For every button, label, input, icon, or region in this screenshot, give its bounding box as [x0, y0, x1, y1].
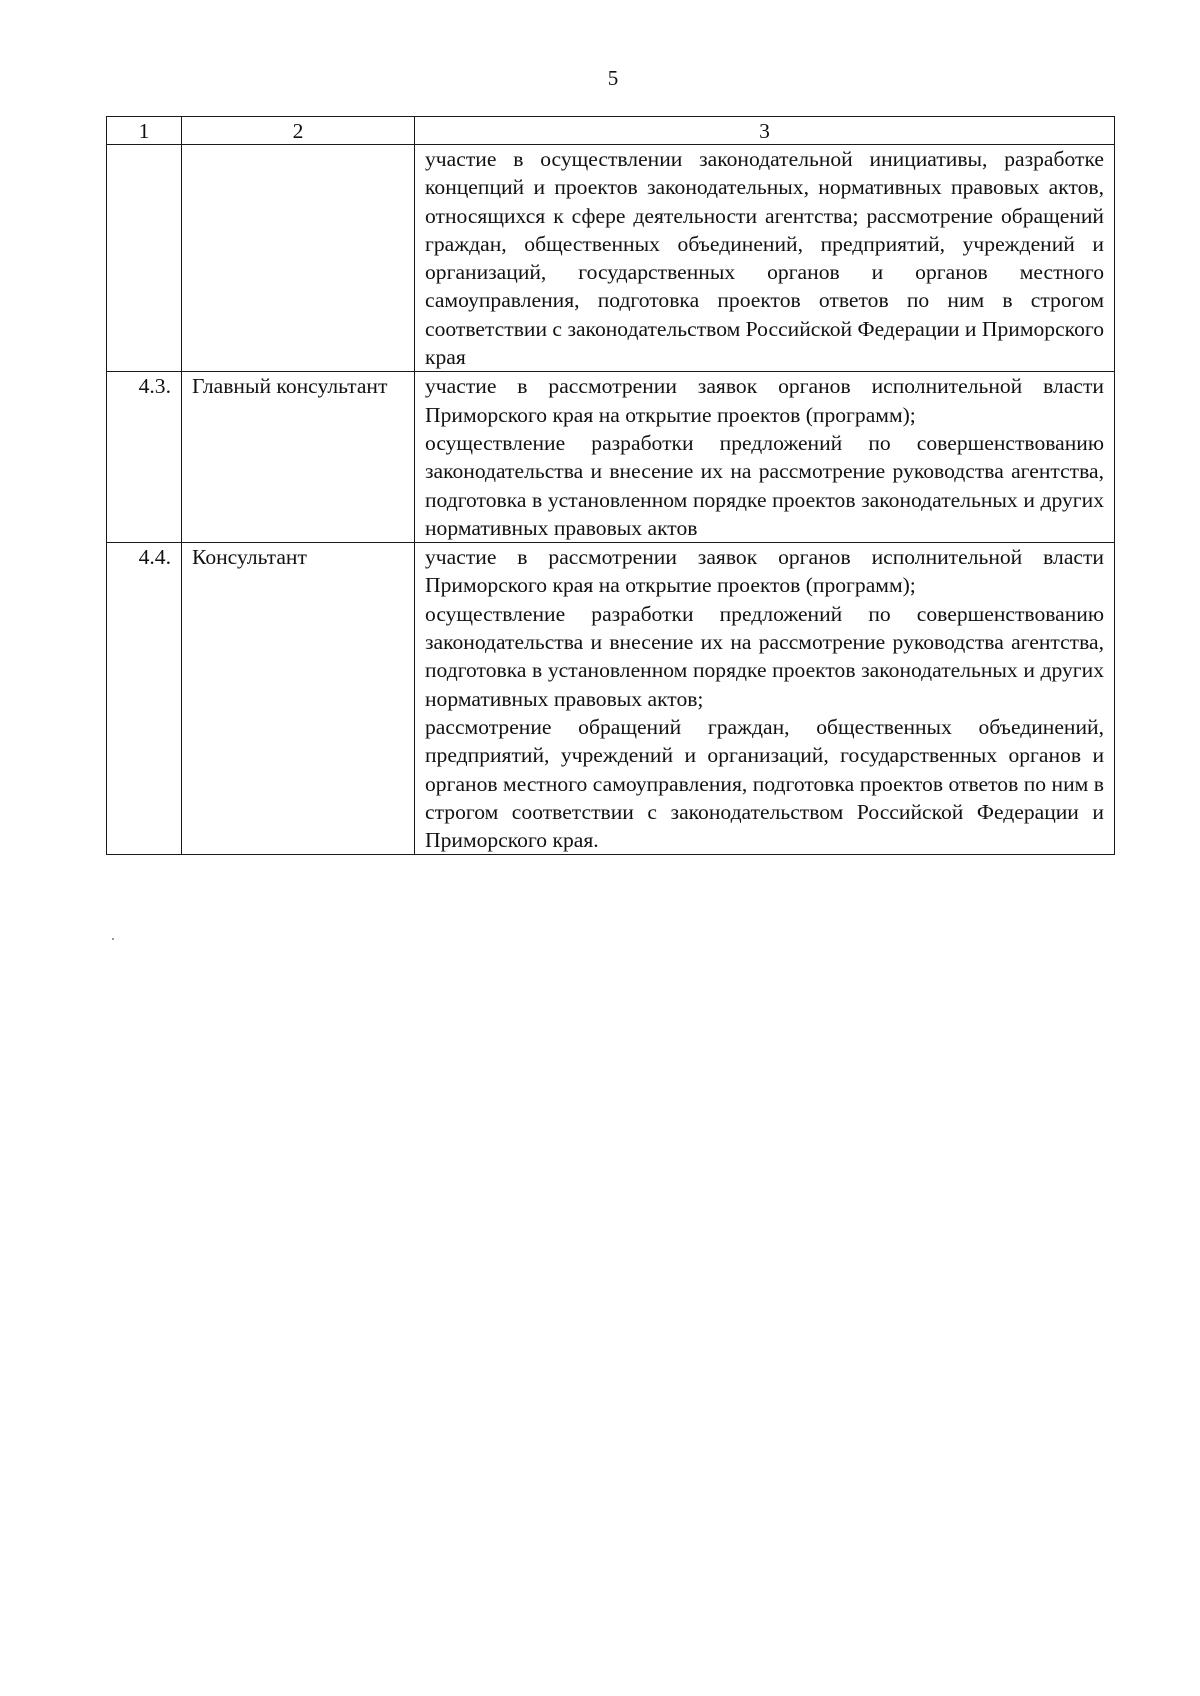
row-number [107, 145, 182, 372]
column-header-position: 2 [182, 117, 415, 145]
table-row [107, 145, 1115, 372]
table-row [107, 372, 1115, 543]
row-position [182, 145, 415, 372]
duty-paragraph: осуществление разработки предложений по совершенствованию законодательства и внесение их на рассмотрение руководства агентства, подготовка в установленном порядке проектов законодательных и других нормативных правовых актов; [425, 601, 1104, 711]
duty-paragraph: участие в рассмотрении заявок органов исполнительной власти Приморского края на открытие проектов (программ); [425, 374, 1104, 427]
duty-paragraph: участие в рассмотрении заявок органов исполнительной власти Приморского края на открытие проектов (программ); [425, 545, 1104, 598]
table-row [107, 543, 1115, 855]
table-header-row [107, 117, 1115, 145]
row-duties [415, 372, 1115, 543]
row-duties [415, 145, 1115, 372]
page-number: 5 [607, 66, 619, 90]
column-header-duties: 3 [415, 117, 1115, 145]
scan-speck [112, 938, 114, 940]
row-number: 4.3. [107, 372, 182, 543]
duty-paragraph: осуществление разработки предложений по совершенствованию законодательства и внесение их на рассмотрение руководства агентства, подготовка в установленном порядке проектов законодательных и других нормативных правовых актов [425, 430, 1104, 540]
duty-paragraph: рассмотрение обращений граждан, общественных объединений, предприятий, учреждений и организаций, государственных органов и органов местного самоуправления, подготовка проектов ответов по ним в строгом соответствии с законодательством Российской Федерации и Приморского края. [425, 714, 1104, 853]
row-position: Главный консультант [182, 372, 415, 543]
duties-table [106, 116, 1115, 855]
row-position: Консультант [182, 543, 415, 855]
column-header-number: 1 [107, 117, 182, 145]
row-duties [415, 543, 1115, 855]
row-number: 4.4. [107, 543, 182, 855]
duty-paragraph: участие в осуществлении законодательной инициативы, разработке концепций и проектов законодательных, нормативных правовых актов, относящихся к сфере деятельности агентства; рассмотрение обращений граждан, общественных объединений, предприятий, учреждений и организаций, государственных органов и органов местного самоуправления, подготовка проектов ответов по ним в строгом соответствии с законодательством Российской Федерации и Приморского края [425, 147, 1104, 370]
